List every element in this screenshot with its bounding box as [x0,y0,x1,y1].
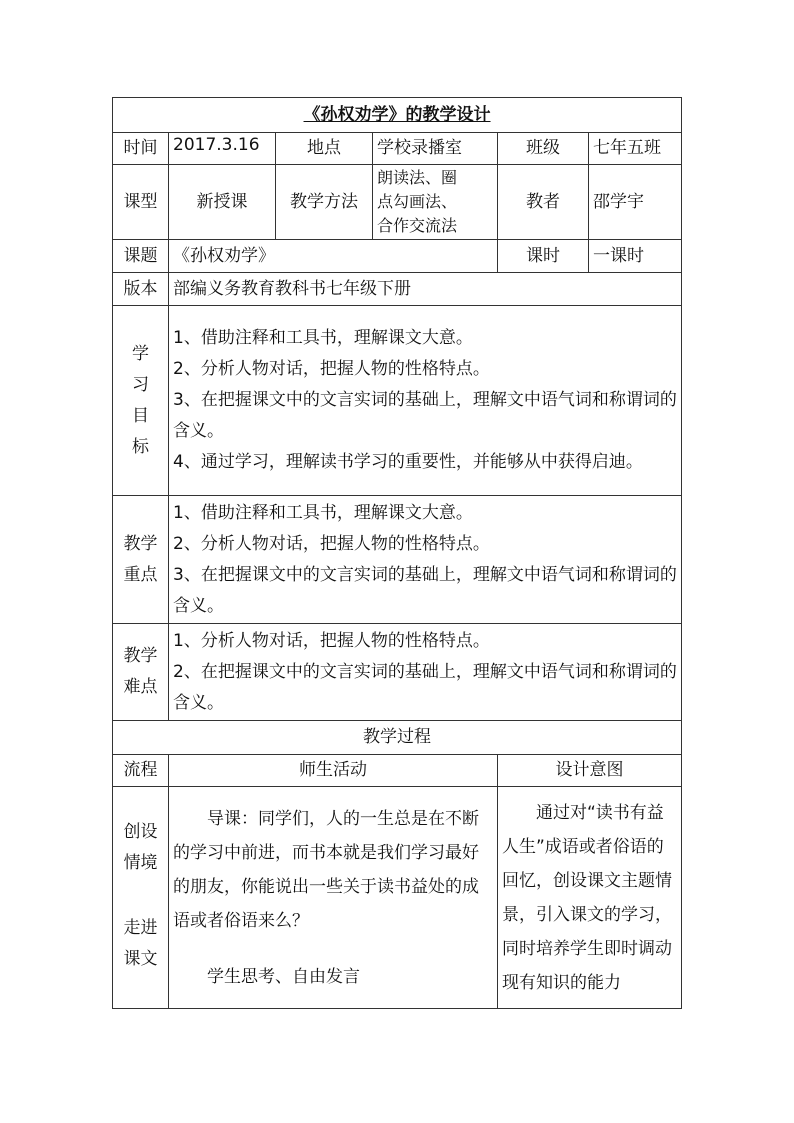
objective-item: 4、通过学习，理解读书学习的重要性，并能够从中获得启迪。 [173,452,643,472]
method-value-line: 合作交流法 [377,216,458,235]
flow-stage-char: 情境 [123,853,158,873]
edition-label: 版本 [113,273,169,306]
objective-item: 2、分析人物对话，把握人物的性格特点。 [173,359,490,379]
objectives-label-char: 标 [132,436,149,457]
class-value: 七年五班 [589,133,682,165]
difficulty-item: 2、在把握课文中的文言实词的基础上，理解文中语气词和称谓词的含义。 [173,661,677,713]
teacher-value: 邵学宇 [589,165,682,240]
flow-stage-char: 创设 [123,822,158,842]
activity-paragraph: 学生思考、自由发言 [207,966,360,987]
key-points-label-line: 教学 [123,533,158,554]
difficulties-label-line: 难点 [123,677,158,697]
place-label: 地点 [276,133,373,165]
objectives-label-char: 学 [132,343,149,364]
method-value-line: 点勾画法、 [377,192,458,211]
objective-item: 1、借助注释和工具书，理解课文大意。 [173,328,473,348]
col-flow-header: 流程 [113,755,169,787]
flow-stage-gap [117,879,164,913]
time-label: 时间 [113,133,169,165]
intent-paragraph: 通过对“读书有益人生”成语或者俗语的回忆，创设课文主题情景，引入课文的学习，同时培养学生即时调动现有知识的能力 [502,802,672,993]
col-intent-header: 设计意图 [498,755,682,787]
class-label: 班级 [498,133,589,165]
lesson-plan-table [112,97,682,1009]
difficulties-label [113,624,169,721]
period-label: 课时 [498,240,589,273]
objectives-label [113,306,169,496]
key-point-item: 3、在把握课文中的文言实词的基础上，理解文中语气词和称谓词的含义。 [173,564,677,616]
type-value: 新授课 [169,165,276,240]
topic-label: 课题 [113,240,169,273]
time-value: 2017.3.16 [169,133,276,165]
col-activity-header: 师生活动 [169,755,498,787]
activity-cell [169,787,498,1009]
key-point-item: 2、分析人物对话，把握人物的性格特点。 [173,533,490,554]
type-label: 课型 [113,165,169,240]
edition-value: 部编义务教育教科书七年级下册 [169,273,682,306]
flow-stage-label [113,787,169,1009]
key-points-label-line: 重点 [123,564,158,585]
flow-stage-char: 课文 [123,949,158,969]
method-value [373,165,498,240]
key-points-label [113,496,169,624]
document-title: 《孙权劝学》的教学设计 [113,98,682,133]
objective-item: 3、在把握课文中的文言实词的基础上，理解文中语气词和称谓词的含义。 [173,390,677,441]
method-value-line: 朗读法、圈 [377,168,458,187]
teacher-label: 教者 [498,165,589,240]
difficulties-list [169,624,682,721]
objectives-label-char: 习 [132,374,149,395]
difficulty-item: 1、分析人物对话，把握人物的性格特点。 [173,630,490,651]
process-heading: 教学过程 [113,721,682,755]
method-label: 教学方法 [276,165,373,240]
flow-stage-char: 走进 [123,918,158,938]
key-point-item: 1、借助注释和工具书，理解课文大意。 [173,502,473,523]
period-value: 一课时 [589,240,682,273]
intent-cell [498,787,682,1009]
key-points-list [169,496,682,624]
difficulties-label-line: 教学 [123,646,158,666]
topic-value: 《孙权劝学》 [169,240,498,273]
activity-paragraph: 导课：同学们，人的一生总是在不断的学习中前进，而书本就是我们学习最好的朋友，你能说出一些关于读书益处的成语或者俗语来么？ [173,808,479,931]
objectives-label-char: 目 [132,405,149,426]
objectives-list [169,306,682,496]
place-value: 学校录播室 [373,133,498,165]
